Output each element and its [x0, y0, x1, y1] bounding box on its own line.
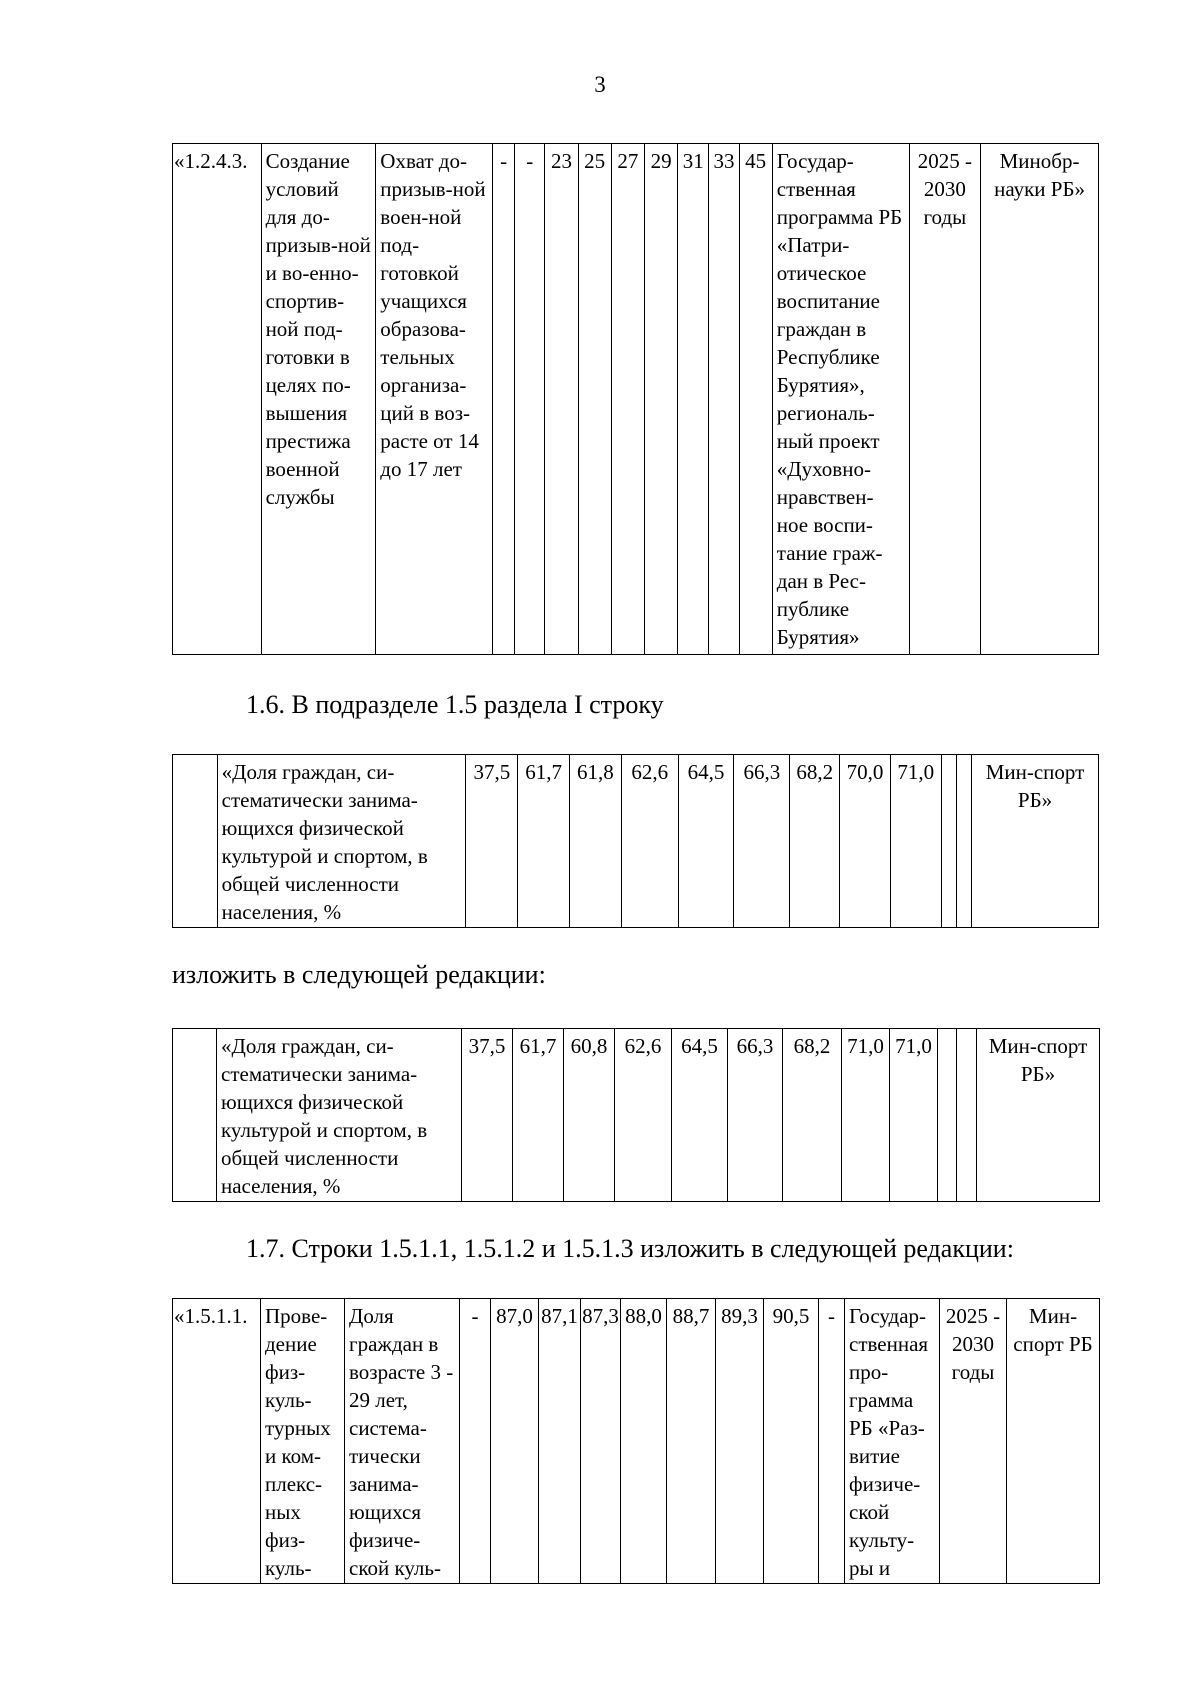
event-name: Прове-дение физ-куль-турных и ком-плекс-ных физ-куль- [261, 1299, 345, 1584]
value-cell: 71,0 [890, 755, 941, 928]
value-cell: 25 [578, 144, 611, 655]
value-cell: - [493, 144, 515, 655]
value-cell: 61,8 [569, 755, 621, 928]
indicator-name: «Доля граждан, си-стематически занима-ющихся физической культурой и спортом, в общей численности населения, % [217, 1029, 462, 1202]
value-cell: 87,0 [491, 1299, 539, 1584]
executor-cell: Мин-спорт РБ» [972, 755, 1099, 928]
value-cell: 64,5 [672, 1029, 728, 1202]
value-cell: 90,5 [764, 1299, 819, 1584]
value-cell: 66,3 [734, 755, 790, 928]
value-cell: 70,0 [840, 755, 891, 928]
value-cell: 71,0 [890, 1029, 938, 1202]
value-cell: 31 [678, 144, 709, 655]
indicator-name: Доля граждан в возрасте 3 - 29 лет, система-тически занима-ющихся физиче-ской куль- [345, 1299, 460, 1584]
value-cell: 88,7 [667, 1299, 716, 1584]
value-cell: 23 [545, 144, 578, 655]
row-code [173, 755, 218, 928]
value-cell: 37,5 [462, 1029, 513, 1202]
value-cell: 61,7 [518, 755, 570, 928]
indicator-name: Охват до-призыв-ной воен-ной под-готовкой учащихся образова-тельных организа-ций в воз-расте от 14 до 17 лет [376, 144, 493, 655]
value-cell: 68,2 [783, 1029, 842, 1202]
value-cell: 27 [611, 144, 644, 655]
table-row-1-5-1-1 [172, 1298, 1100, 1584]
value-cell: 62,6 [615, 1029, 672, 1202]
value-cell: 89,3 [716, 1299, 764, 1584]
paragraph-new-edition: изложить в следующей редакции: [172, 960, 546, 989]
value-cell: 87,3 [581, 1299, 621, 1584]
value-cell [938, 1029, 957, 1202]
value-cell: 29 [644, 144, 677, 655]
table-row-1-2-4-3 [172, 143, 1099, 655]
executor-cell: Мин-спорт РБ [1007, 1299, 1100, 1584]
value-cell: 68,2 [790, 755, 840, 928]
value-cell: 61,7 [513, 1029, 564, 1202]
value-cell: 62,6 [621, 755, 678, 928]
value-cell [957, 1029, 977, 1202]
executor-cell: Минобр-науки РБ» [981, 144, 1099, 655]
period-cell: 2025 - 2030 годы [940, 1299, 1007, 1584]
table-old-row [172, 754, 1099, 928]
indicator-name: «Доля граждан, си-стематически занима-ющихся физической культурой и спортом, в общей численности населения, % [217, 755, 466, 928]
program-name: Государ-ственная программа РБ «Патри-отическое воспитание граждан в Республике Бурятия», региональ-ный проект «Духовно-нравствен-ное воспи-тание граж-дан в Рес-публике Бурятия» [772, 144, 909, 655]
row-code: «1.2.4.3. [173, 144, 262, 655]
paragraph-1-7: 1.7. Строки 1.5.1.1, 1.5.1.2 и 1.5.1.3 изложить в следующей редакции: [246, 1234, 1014, 1263]
value-cell: 37,5 [466, 755, 518, 928]
executor-cell: Мин-спорт РБ» [977, 1029, 1100, 1202]
event-name: Создание условий для до-призыв-ной и во-енно-спортив-ной под-готовки в целях по-вышения престижа военной службы [261, 144, 376, 655]
value-cell: 45 [739, 144, 772, 655]
value-cell [941, 755, 956, 928]
value-cell [956, 755, 971, 928]
period-cell: 2025 - 2030 годы [909, 144, 980, 655]
row-code: «1.5.1.1. [173, 1299, 261, 1584]
value-cell: 71,0 [842, 1029, 890, 1202]
value-cell: 88,0 [621, 1299, 667, 1584]
value-cell: 64,5 [678, 755, 734, 928]
value-cell: - [515, 144, 545, 655]
value-cell: 33 [709, 144, 739, 655]
value-cell: - [460, 1299, 491, 1584]
value-cell: 60,8 [564, 1029, 615, 1202]
program-name: Государ-ственная про-грамма РБ «Раз-витие физиче-ской культу-ры и [845, 1299, 940, 1584]
value-cell: 87,1 [539, 1299, 581, 1584]
row-code [173, 1029, 217, 1202]
table-new-row [172, 1028, 1100, 1202]
value-cell: 66,3 [728, 1029, 783, 1202]
page-number: 3 [594, 72, 606, 97]
paragraph-1-6: 1.6. В подразделе 1.5 раздела I строку [246, 690, 664, 719]
value-cell: - [819, 1299, 845, 1584]
